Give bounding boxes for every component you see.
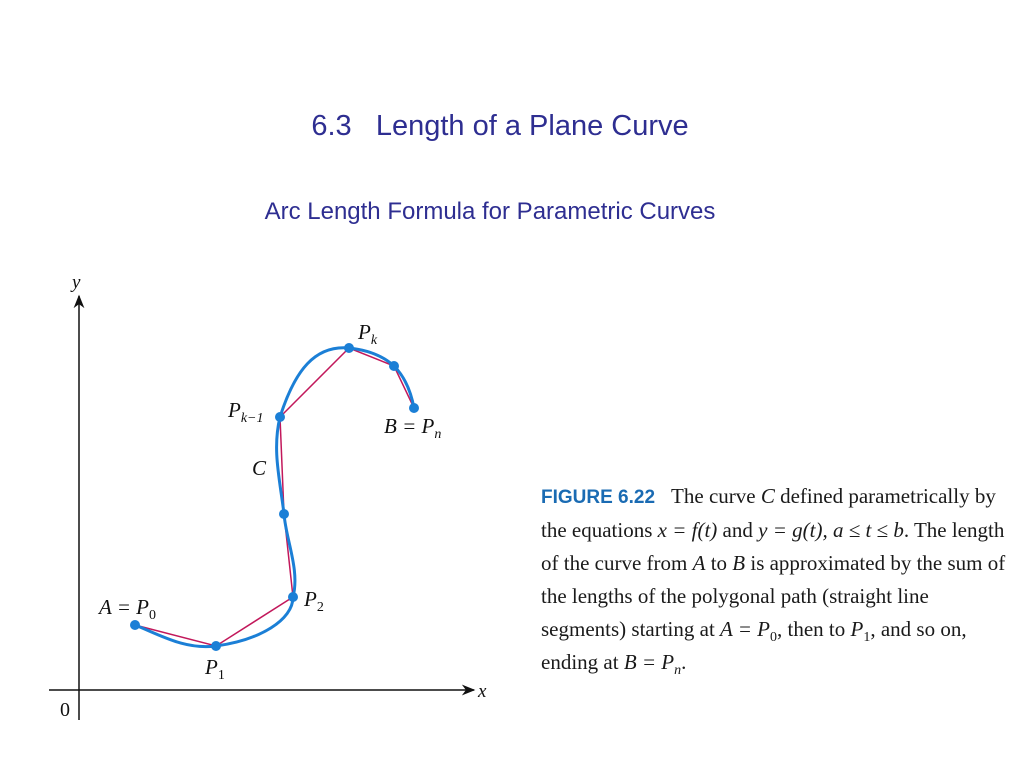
curve-c [135,348,414,647]
caption-text: defined parametrically by the equations [541,484,996,542]
caption-text: to [705,551,733,575]
point-unlabeled-2 [389,361,399,371]
caption-math: C [760,484,775,508]
point-p2 [288,592,298,602]
caption-text: The curve [671,484,761,508]
point-p1 [211,641,221,651]
point-b-pn [409,403,419,413]
label-p1: $P_1$ [205,655,225,683]
y-axis-label: y [72,272,81,293]
caption-text: . [681,650,687,674]
point-pk [344,343,354,353]
figure-caption [541,480,1011,679]
caption-math: A = P [720,617,770,641]
polygonal-path [135,348,414,646]
caption-math: x = f(t) [657,518,718,542]
label-pk-minus-1: $P_{k-1}$ [228,398,264,426]
caption-math: P [850,617,864,641]
label-p2: $P_2$ [304,587,324,615]
figure-label: FIGURE 6.22 [541,487,656,508]
caption-math: A [692,551,706,575]
caption-subscript: 1 [863,630,871,646]
caption-subscript: n [674,663,682,679]
point-pk-minus-1 [275,412,285,422]
point-unlabeled [279,509,289,519]
caption-math: y = g(t), a ≤ t ≤ b [758,518,904,542]
caption-text: is approximated by the sum of the lengths of the polygonal path (straight line segments) starting at [541,551,1006,641]
slide-subtitle: Arc Length Formula for Parametric Curves [264,198,716,225]
caption-text: , then to [777,617,851,641]
label-curve-c: C [252,456,267,480]
label-pk: $P_k$ [358,320,378,348]
x-axis-label: x [478,681,487,702]
label-a-p0: $A = P_0$ [99,595,156,623]
caption-math: B [732,551,746,575]
caption-subscript: 0 [770,630,777,646]
label-b-pn: $B = P_n$ [384,414,442,442]
caption-math: B = P [623,650,675,674]
caption-text: and [717,518,759,542]
point-a-p0 [130,620,140,630]
caption-text: , and so on, ending at [541,617,967,674]
slide-title: 6.3 Length of a Plane Curve [311,110,689,142]
caption-text: . The length of the curve from [541,518,1005,575]
origin-label: 0 [60,699,70,721]
